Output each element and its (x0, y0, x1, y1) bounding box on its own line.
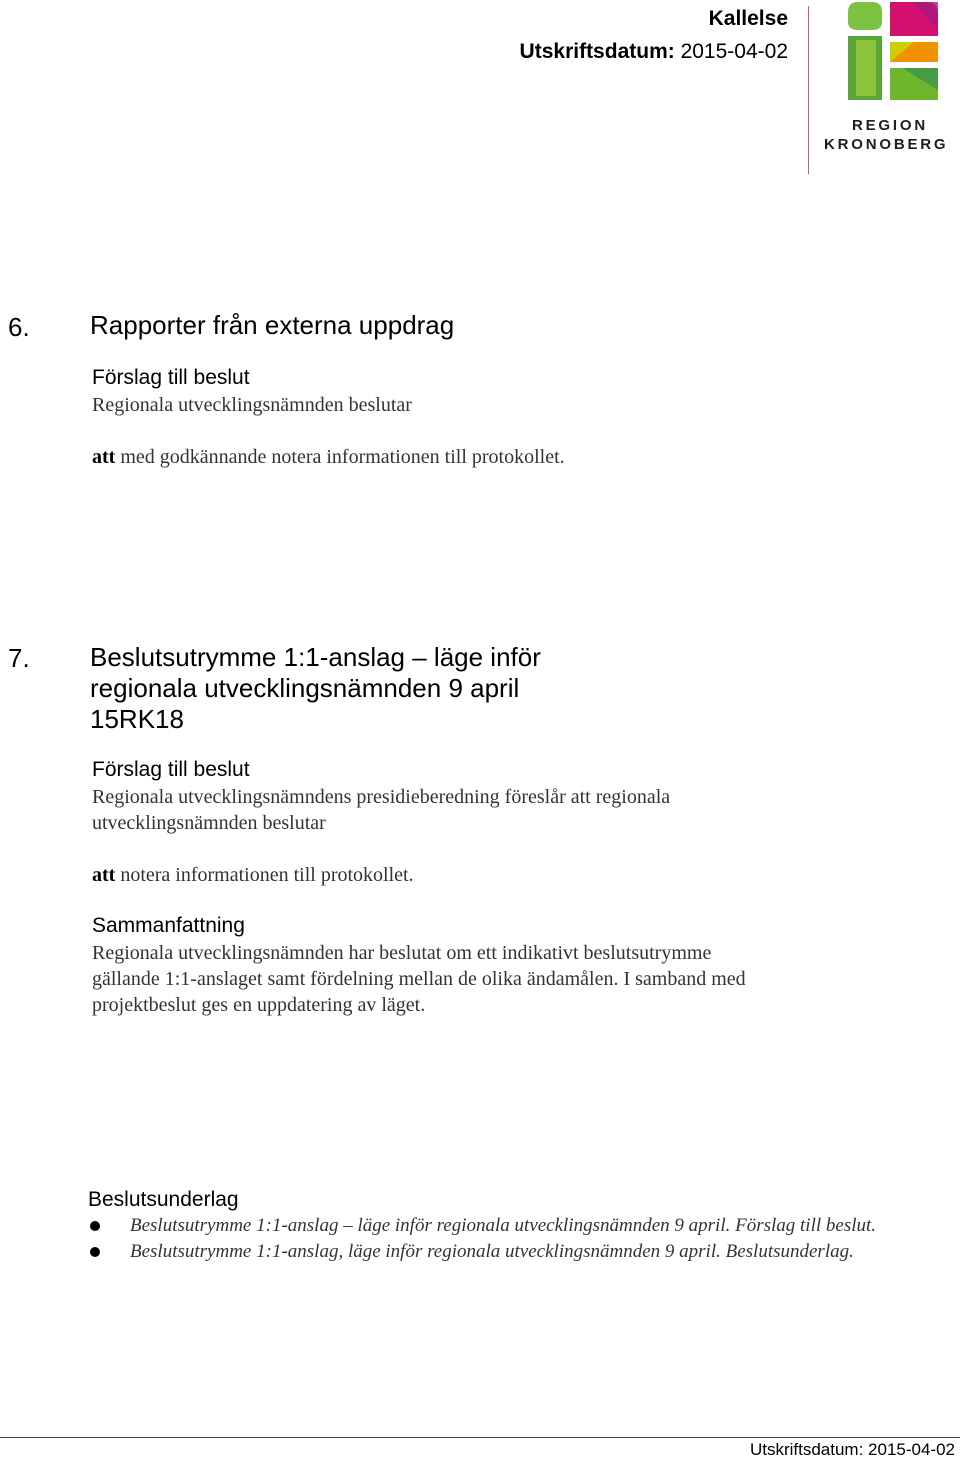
print-date-label: Utskriftsdatum: (519, 40, 675, 63)
item-7-summary-line3: projektbeslut ges en uppdatering av läget. (92, 994, 426, 1016)
item-6-att: att (92, 446, 116, 468)
region-kronoberg-logo-icon (842, 0, 942, 102)
header-divider (808, 6, 809, 174)
list-item (90, 1213, 876, 1239)
footer-divider (0, 1437, 960, 1438)
item-7-decision-text: notera informationen till protokollet. (120, 864, 414, 886)
basis-list (90, 1213, 876, 1265)
item-7-proposal-text (92, 784, 670, 836)
item-6-title: Rapporter från externa uppdrag (90, 310, 455, 340)
item-7-summary (92, 940, 746, 1018)
logo-line-kronoberg: KRONOBERG (824, 136, 949, 153)
item-7-title-line2: regionala utvecklingsnämnden 9 april (90, 673, 520, 703)
logo-line-region: REGION (852, 117, 928, 134)
print-date-value: 2015-04-02 (680, 40, 788, 63)
basis-item-text: Beslutsutrymme 1:1-anslag – läge inför regionala utvecklingsnämnden 9 april. Förslag till beslut. (130, 1215, 877, 1236)
item-7-title (90, 642, 541, 735)
item-7-case-number: 15RK18 (90, 704, 184, 734)
bullet-icon (90, 1247, 100, 1257)
item-7-summary-line1: Regionala utvecklingsnämnden har beslutat om ett indikativt beslutsutrymme (92, 942, 712, 964)
item-7-title-line1: Beslutsutrymme 1:1-anslag – läge inför (90, 642, 541, 672)
item-7-number: 7. (8, 643, 30, 673)
item-7-summary-heading: Sammanfattning (92, 914, 245, 937)
item-7-proposal-line2: utvecklingsnämnden beslutar (92, 812, 326, 834)
item-6-proposal-text: Regionala utvecklingsnämnden beslutar (92, 394, 412, 416)
list-item (90, 1239, 876, 1265)
item-6-proposal-heading: Förslag till beslut (92, 366, 250, 389)
item-7-basis-heading: Beslutsunderlag (88, 1188, 239, 1211)
footer-print-date: Utskriftsdatum: 2015-04-02 (749, 1440, 955, 1459)
document-type: Kallelse (708, 7, 788, 30)
item-7-proposal-line1: Regionala utvecklingsnämndens presidieberedning föreslår att regionala (92, 786, 671, 808)
bullet-icon (90, 1221, 100, 1231)
item-6-decision (92, 444, 565, 470)
item-6-decision-text: med godkännande notera informationen till protokollet. (120, 446, 565, 468)
item-7-summary-line2: gällande 1:1-anslaget samt fördelning mellan de olika ändamålen. I samband med (92, 968, 746, 990)
basis-item-text: Beslutsutrymme 1:1-anslag, läge inför regionala utvecklingsnämnden 9 april. Beslutsunderlag. (130, 1241, 854, 1262)
item-7-att: att (92, 864, 116, 886)
print-date (520, 40, 788, 64)
item-7-decision (92, 862, 414, 888)
item-6-number: 6. (8, 312, 30, 342)
item-7-proposal-heading: Förslag till beslut (92, 758, 250, 781)
logo-wordmark (824, 116, 958, 154)
